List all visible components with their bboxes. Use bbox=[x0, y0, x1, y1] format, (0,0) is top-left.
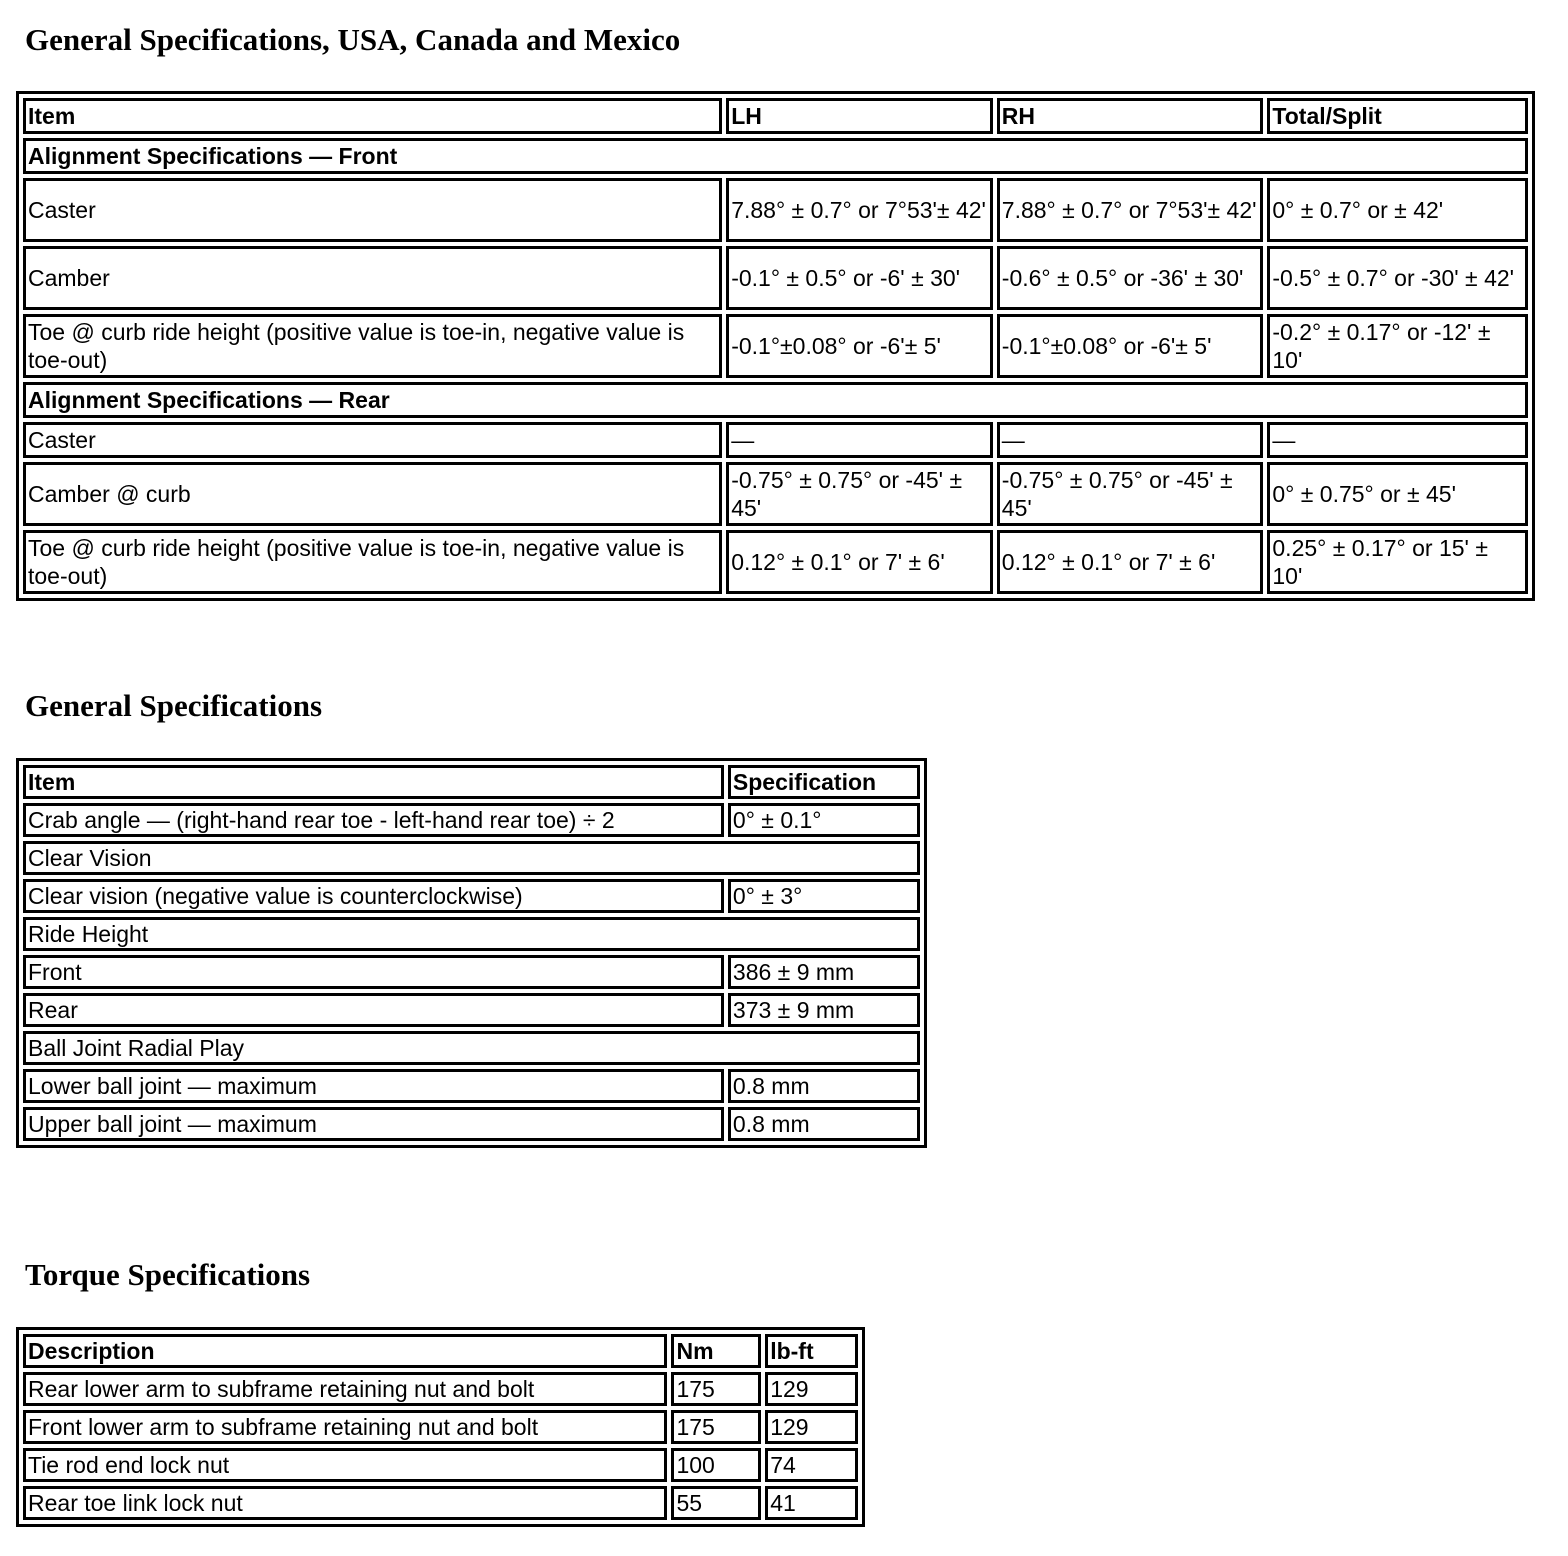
lbft-cell: 129 bbox=[765, 1372, 858, 1406]
torque-specs-title: Torque Specifications bbox=[25, 1257, 311, 1292]
table-header-row bbox=[23, 1334, 858, 1368]
description-cell: Rear lower arm to subframe retaining nut and bolt bbox=[23, 1372, 667, 1406]
item-cell: Caster bbox=[23, 178, 722, 242]
item-cell: Lower ball joint — maximum bbox=[23, 1069, 724, 1103]
rh-cell: -0.75° ± 0.75° or -45' ± 45' bbox=[997, 462, 1264, 526]
table-row bbox=[23, 530, 1528, 594]
total-cell: -0.2° ± 0.17° or -12' ± 10' bbox=[1267, 314, 1528, 378]
group-label: Alignment Specifications — Rear bbox=[23, 382, 1528, 418]
nm-cell: 100 bbox=[671, 1448, 761, 1482]
spec-cell: 0.8 mm bbox=[728, 1069, 920, 1103]
table-row bbox=[23, 246, 1528, 310]
item-cell: Upper ball joint — maximum bbox=[23, 1107, 724, 1141]
column-header: LH bbox=[726, 98, 993, 134]
table-row bbox=[23, 1372, 858, 1406]
column-header: Total/Split bbox=[1267, 98, 1528, 134]
group-label: Ball Joint Radial Play bbox=[23, 1031, 920, 1065]
general-specs-title: General Specifications bbox=[25, 688, 323, 723]
group-row bbox=[23, 138, 1528, 174]
table-row bbox=[23, 1486, 858, 1520]
spec-cell: 0° ± 0.1° bbox=[728, 803, 920, 837]
total-cell: 0.25° ± 0.17° or 15' ± 10' bbox=[1267, 530, 1528, 594]
lh-cell: -0.1° ± 0.5° or -6' ± 30' bbox=[726, 246, 993, 310]
table-row bbox=[23, 1107, 920, 1141]
column-header: Specification bbox=[728, 765, 920, 799]
description-cell: Tie rod end lock nut bbox=[23, 1448, 667, 1482]
group-label: Ride Height bbox=[23, 917, 920, 951]
column-header: RH bbox=[997, 98, 1264, 134]
column-header: Nm bbox=[671, 1334, 761, 1368]
table-row bbox=[23, 1069, 920, 1103]
total-cell: -0.5° ± 0.7° or -30' ± 42' bbox=[1267, 246, 1528, 310]
lbft-cell: 41 bbox=[765, 1486, 858, 1520]
item-cell: Caster bbox=[23, 422, 722, 458]
item-cell: Clear vision (negative value is counterclockwise) bbox=[23, 879, 724, 913]
group-row bbox=[23, 917, 920, 951]
table-row bbox=[23, 879, 920, 913]
rh-cell: -0.1°±0.08° or -6'± 5' bbox=[997, 314, 1264, 378]
table-row bbox=[23, 955, 920, 989]
column-header: lb-ft bbox=[765, 1334, 858, 1368]
lh-cell: 0.12° ± 0.1° or 7' ± 6' bbox=[726, 530, 993, 594]
group-label: Alignment Specifications — Front bbox=[23, 138, 1528, 174]
lh-cell: — bbox=[726, 422, 993, 458]
nm-cell: 175 bbox=[671, 1410, 761, 1444]
group-row bbox=[23, 841, 920, 875]
table-header-row bbox=[23, 765, 920, 799]
table-row bbox=[23, 314, 1528, 378]
description-cell: Front lower arm to subframe retaining nut and bolt bbox=[23, 1410, 667, 1444]
spec-cell: 386 ± 9 mm bbox=[728, 955, 920, 989]
table-row bbox=[23, 803, 920, 837]
table-row bbox=[23, 178, 1528, 242]
table-row bbox=[23, 993, 920, 1027]
rh-cell: 7.88° ± 0.7° or 7°53'± 42' bbox=[997, 178, 1264, 242]
rh-cell: 0.12° ± 0.1° or 7' ± 6' bbox=[997, 530, 1264, 594]
item-cell: Front bbox=[23, 955, 724, 989]
table-row bbox=[23, 462, 1528, 526]
alignment-specs-title: General Specifications, USA, Canada and Mexico bbox=[25, 22, 681, 57]
group-label: Clear Vision bbox=[23, 841, 920, 875]
alignment-specs-table bbox=[16, 91, 1535, 601]
item-cell: Toe @ curb ride height (positive value is toe-in, negative value is toe-out) bbox=[23, 530, 722, 594]
spec-cell: 0° ± 3° bbox=[728, 879, 920, 913]
total-cell: 0° ± 0.7° or ± 42' bbox=[1267, 178, 1528, 242]
rh-cell: -0.6° ± 0.5° or -36' ± 30' bbox=[997, 246, 1264, 310]
item-cell: Crab angle — (right-hand rear toe - left-hand rear toe) ÷ 2 bbox=[23, 803, 724, 837]
lbft-cell: 74 bbox=[765, 1448, 858, 1482]
column-header: Description bbox=[23, 1334, 667, 1368]
description-cell: Rear toe link lock nut bbox=[23, 1486, 667, 1520]
lh-cell: -0.1°±0.08° or -6'± 5' bbox=[726, 314, 993, 378]
table-header-row bbox=[23, 98, 1528, 134]
table-row bbox=[23, 422, 1528, 458]
group-row bbox=[23, 1031, 920, 1065]
item-cell: Toe @ curb ride height (positive value is toe-in, negative value is toe-out) bbox=[23, 314, 722, 378]
spec-cell: 373 ± 9 mm bbox=[728, 993, 920, 1027]
column-header: Item bbox=[23, 765, 724, 799]
general-specs-table bbox=[16, 758, 927, 1148]
column-header: Item bbox=[23, 98, 722, 134]
table-row bbox=[23, 1448, 858, 1482]
total-cell: — bbox=[1267, 422, 1528, 458]
spec-cell: 0.8 mm bbox=[728, 1107, 920, 1141]
lbft-cell: 129 bbox=[765, 1410, 858, 1444]
lh-cell: -0.75° ± 0.75° or -45' ± 45' bbox=[726, 462, 993, 526]
torque-specs-table bbox=[16, 1327, 865, 1527]
total-cell: 0° ± 0.75° or ± 45' bbox=[1267, 462, 1528, 526]
item-cell: Rear bbox=[23, 993, 724, 1027]
item-cell: Camber @ curb bbox=[23, 462, 722, 526]
nm-cell: 55 bbox=[671, 1486, 761, 1520]
nm-cell: 175 bbox=[671, 1372, 761, 1406]
lh-cell: 7.88° ± 0.7° or 7°53'± 42' bbox=[726, 178, 993, 242]
group-row bbox=[23, 382, 1528, 418]
rh-cell: — bbox=[997, 422, 1264, 458]
item-cell: Camber bbox=[23, 246, 722, 310]
table-row bbox=[23, 1410, 858, 1444]
